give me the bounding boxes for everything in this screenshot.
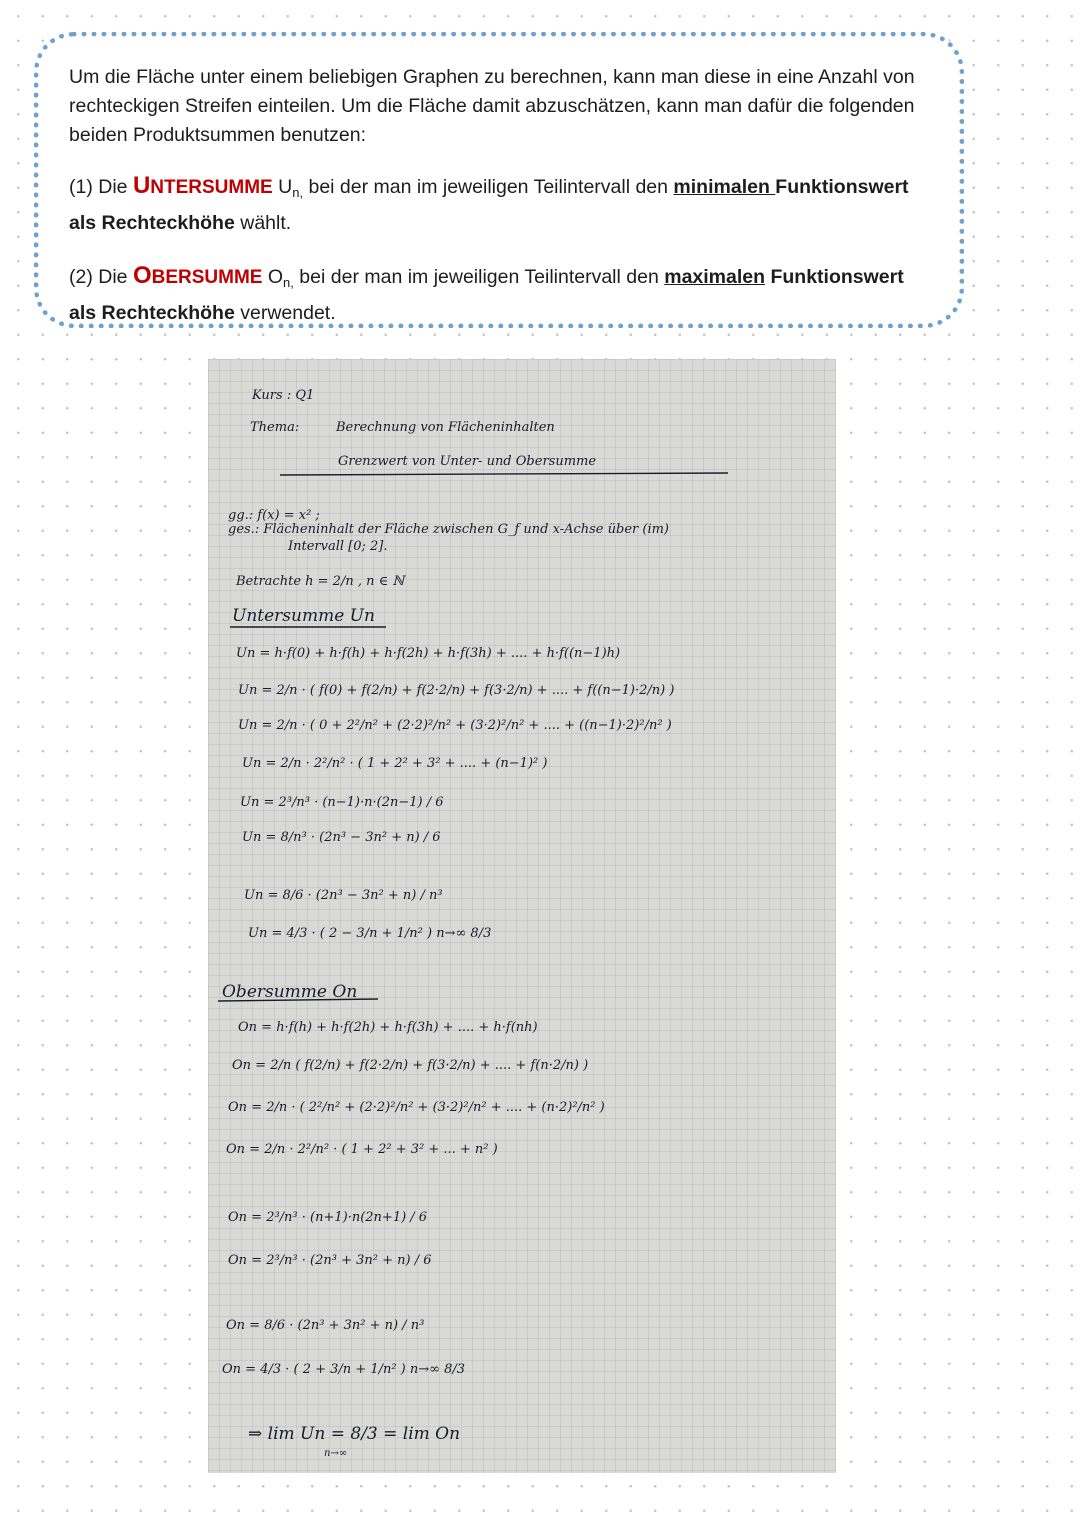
course-label: Kurs : Q1 — [252, 388, 315, 403]
upper-step-8: On = 4/3 · ( 2 + 3/n + 1/n² ) n→∞ 8/3 — [222, 1362, 466, 1377]
upper-step-6: On = 2³/n³ · (2n³ + 3n² + n) / 6 — [228, 1253, 432, 1268]
symbol-upper-sub: n, — [283, 275, 294, 290]
item2-suffix: verwendet. — [234, 302, 336, 324]
topic-line-2: Grenzwert von Unter- und Obersumme — [338, 454, 597, 469]
item2-bold: Funktionswert als Rechteckhöhe — [69, 266, 904, 324]
upper-step-3: On = 2/n · ( 2²/n² + (2·2)²/n² + (3·2)²/n² + .... + (n·2)²/n² ) — [228, 1100, 605, 1115]
item1-suffix: wählt. — [234, 212, 292, 234]
lower-step-2: Un = 2/n · ( f(0) + f(2/n) + f(2·2/n) + f(3·2/n) + .... + f((n−1)·2/n) ) — [238, 683, 675, 698]
consider-h: Betrachte h = 2/n , n ∈ ℕ — [236, 574, 405, 589]
handwritten-notes-photo — [208, 359, 836, 1473]
upper-sum-heading: Obersumme On — [222, 982, 358, 1002]
definition-upper-sum — [69, 260, 927, 329]
item1-prefix: (1) Die — [69, 176, 133, 198]
keyword-lower-rest: NTERSUMME — [150, 177, 273, 198]
upper-step-4: On = 2/n · 2²/n² · ( 1 + 2² + 3² + ... + n² ) — [226, 1142, 498, 1157]
symbol-lower-sub: n, — [292, 185, 304, 200]
keyword-upper-rest: BERSUMME — [151, 267, 263, 288]
topic-line-1: Berechnung von Flächeninhalten — [336, 420, 555, 435]
item1-text: bei der man im jeweiligen Teilintervall den — [303, 176, 674, 198]
lower-step-1: Un = h·f(0) + h·f(h) + h·f(2h) + h·f(3h) + .... + h·f((n−1)h) — [236, 646, 621, 661]
item2-prefix: (2) Die — [69, 266, 133, 288]
given-function: gg.: f(x) = x² ; — [228, 508, 320, 523]
emphasis-minimal: minimalen — [673, 176, 776, 198]
topic-label: Thema: — [250, 420, 300, 435]
emphasis-maximal: maximalen — [664, 266, 766, 288]
upper-step-5: On = 2³/n³ · (n+1)·n(2n+1) / 6 — [228, 1210, 428, 1225]
upper-step-7: On = 8/6 · (2n³ + 3n² + n) / n³ — [226, 1318, 425, 1333]
lower-step-8: Un = 4/3 · ( 2 − 3/n + 1/n² ) n→∞ 8/3 — [248, 926, 492, 941]
intro-text: Um die Fläche unter einem beliebigen Graphen zu berechnen, kann man diese in eine Anzahl von rechteckigen Streifen einteilen. Um die Fläche damit abzuschätzen, kann man dafür die folgenden beiden Produktsummen benutzen: — [69, 66, 915, 146]
conclusion: ⇒ lim Un = 8/3 = lim On — [248, 1424, 461, 1444]
handwritten-notes — [208, 359, 836, 1473]
lower-step-7: Un = 8/6 · (2n³ − 3n² + n) / n³ — [244, 888, 443, 903]
header-underline — [280, 473, 728, 475]
conclusion-limit-sub: n→∞ — [324, 1448, 348, 1459]
definition-lower-sum — [69, 170, 927, 239]
item2-text: bei der man im jeweiligen Teilintervall den — [293, 266, 665, 288]
keyword-upper-first: O — [132, 262, 152, 289]
lower-sum-heading: Untersumme Un — [232, 606, 375, 626]
lower-step-4: Un = 2/n · 2²/n² · ( 1 + 2² + 3² + .... + (n−1)² ) — [242, 756, 548, 771]
wanted-line-1: ges.: Flächeninhalt der Fläche zwischen G_f und x-Achse über (im) — [228, 522, 669, 537]
lower-step-5: Un = 2³/n³ · (n−1)·n·(2n−1) / 6 — [240, 795, 444, 810]
item1-bold: Funktionswert als Rechteckhöhe — [69, 176, 909, 234]
info-box — [34, 32, 964, 328]
wanted-line-2: Intervall [0; 2]. — [288, 539, 388, 554]
upper-step-2: On = 2/n ( f(2/n) + f(2·2/n) + f(3·2/n) + .... + f(n·2/n) ) — [232, 1058, 589, 1073]
lower-step-6: Un = 8/n³ · (2n³ − 3n² + n) / 6 — [242, 830, 441, 845]
symbol-upper: O — [262, 266, 284, 288]
upper-step-1: On = h·f(h) + h·f(2h) + h·f(3h) + .... + h·f(nh) — [238, 1020, 538, 1035]
lower-step-3: Un = 2/n · ( 0 + 2²/n² + (2·2)²/n² + (3·2)²/n² + .... + ((n−1)·2)²/n² ) — [238, 718, 672, 733]
keyword-lower-first: U — [132, 172, 151, 199]
symbol-lower: U — [272, 176, 293, 198]
